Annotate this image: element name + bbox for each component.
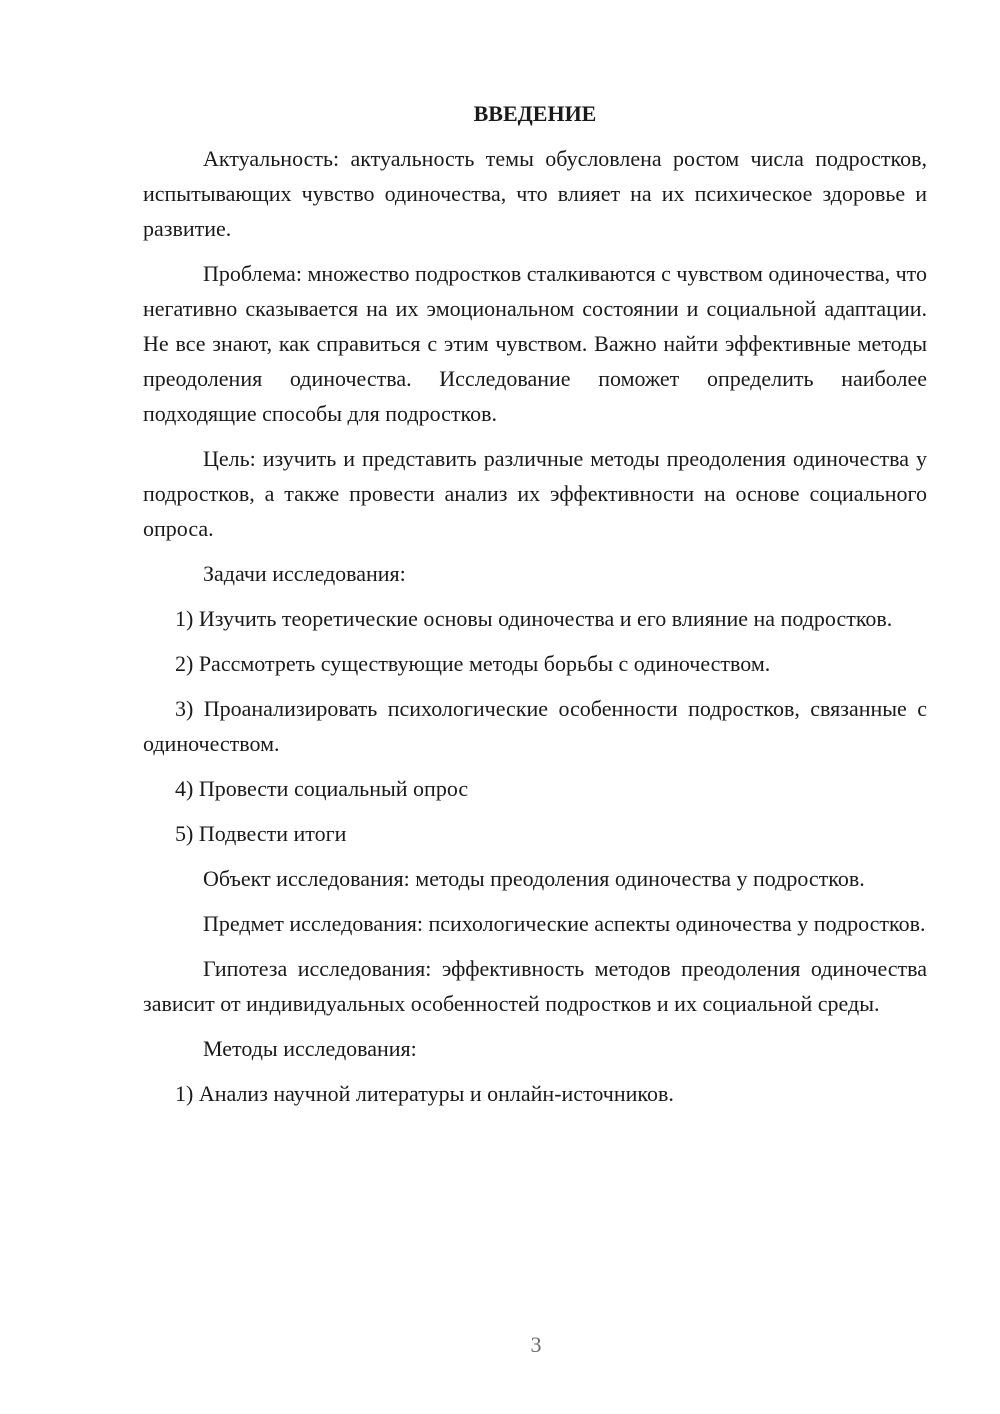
methods-heading: Методы исследования: [203,1036,417,1061]
task-item: 1) Изучить теоретические основы одиночества и его влияние на подростков. [175,606,893,631]
relevance-paragraph: Актуальность: актуальность темы обусловлена ростом числа подростков, испытывающих чувство одиночества, что влияет на их психическое здоровье и развитие. [143,146,927,241]
object-paragraph: Объект исследования: методы преодоления одиночества у подростков. [203,866,865,891]
page-number: 3 [530,1332,542,1357]
section-title: ВВЕДЕНИЕ [473,101,597,126]
hypothesis-paragraph: Гипотеза исследования: эффективность методов преодоления одиночества зависит от индивидуальных особенностей подростков и их социальной среды. [143,956,927,1016]
problem-paragraph: Проблема: множество подростков сталкиваются с чувством одиночества, что негативно сказывается на их эмоциональном состоянии и социальной адаптации. Не все знают, как справиться с этим чувством. Важно найти эффективные методы преодоления одиночества. Исследование поможет определить наиболее подходящие способы для подростков. [143,261,927,426]
tasks-heading: Задачи исследования: [203,561,406,586]
method-item: 1) Анализ научной литературы и онлайн-источников. [175,1081,674,1106]
task-item: 4) Провести социальный опрос [175,776,469,801]
task-item: 3) Проанализировать психологические особенности подростков, связанные с одиночеством. [143,696,927,756]
goal-paragraph: Цель: изучить и представить различные методы преодоления одиночества у подростков, а также провести анализ их эффективности на основе социального опроса. [143,446,927,541]
page-content [143,96,927,1121]
subject-paragraph: Предмет исследования: психологические аспекты одиночества у подростков. [203,911,926,936]
task-item: 5) Подвести итоги [175,821,347,846]
task-item: 2) Рассмотреть существующие методы борьбы с одиночеством. [175,651,771,676]
